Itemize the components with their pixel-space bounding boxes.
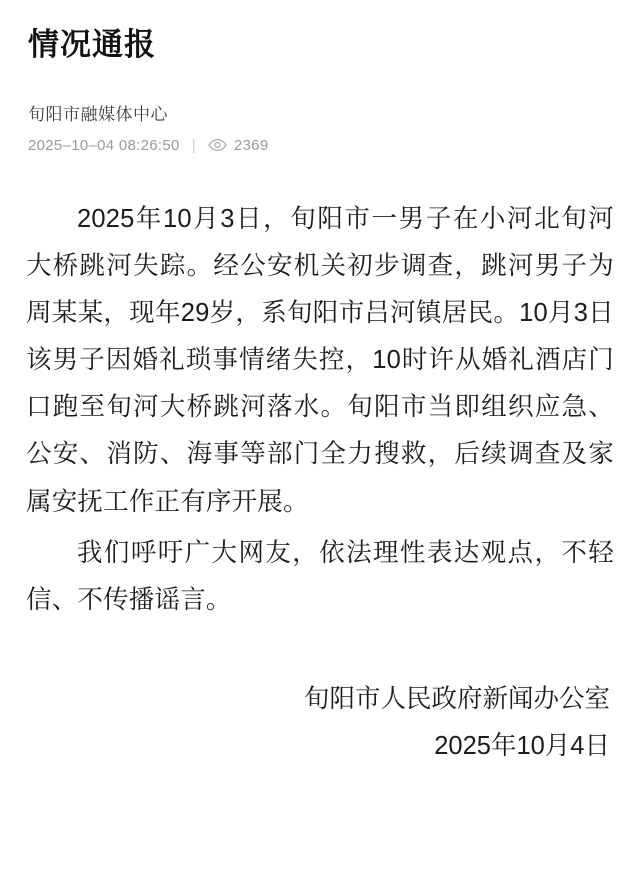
meta-separator: | (191, 136, 196, 154)
article-source: 旬阳市融媒体中心 (28, 104, 168, 124)
article-meta (28, 103, 614, 154)
eye-icon (208, 138, 227, 152)
page-title: 情况通报 (28, 27, 156, 62)
article-signature (26, 676, 614, 770)
signature-organization: 旬阳市人民政府新闻办公室 (303, 685, 610, 714)
meta-row (28, 137, 614, 154)
article-body (26, 196, 614, 625)
article-paragraph: 2025年10月3日，旬阳市一男子在小河北旬河大桥跳河失踪。经公安机关初步调查，跳河男子为周某某，现年29岁，系旬阳市吕河镇居民。10月3日该男子因婚礼琐事情绪失控，10时许从婚礼酒店门口跑至旬河大桥跳河落水。旬阳市当即组织应急、公安、消防、海事等部门全力搜救，后续调查及家属安抚工作正有序开展。 (26, 204, 614, 516)
view-count-value: 2369 (233, 136, 269, 154)
article-paragraph: 我们呼吁广大网友，依法理性表达观点，不轻信、不传播谣言。 (26, 538, 614, 614)
publish-timestamp: 2025–10–04 08:26:50 (28, 136, 180, 154)
signature-date: 2025年10月4日 (434, 732, 610, 761)
view-count-group (208, 137, 269, 154)
